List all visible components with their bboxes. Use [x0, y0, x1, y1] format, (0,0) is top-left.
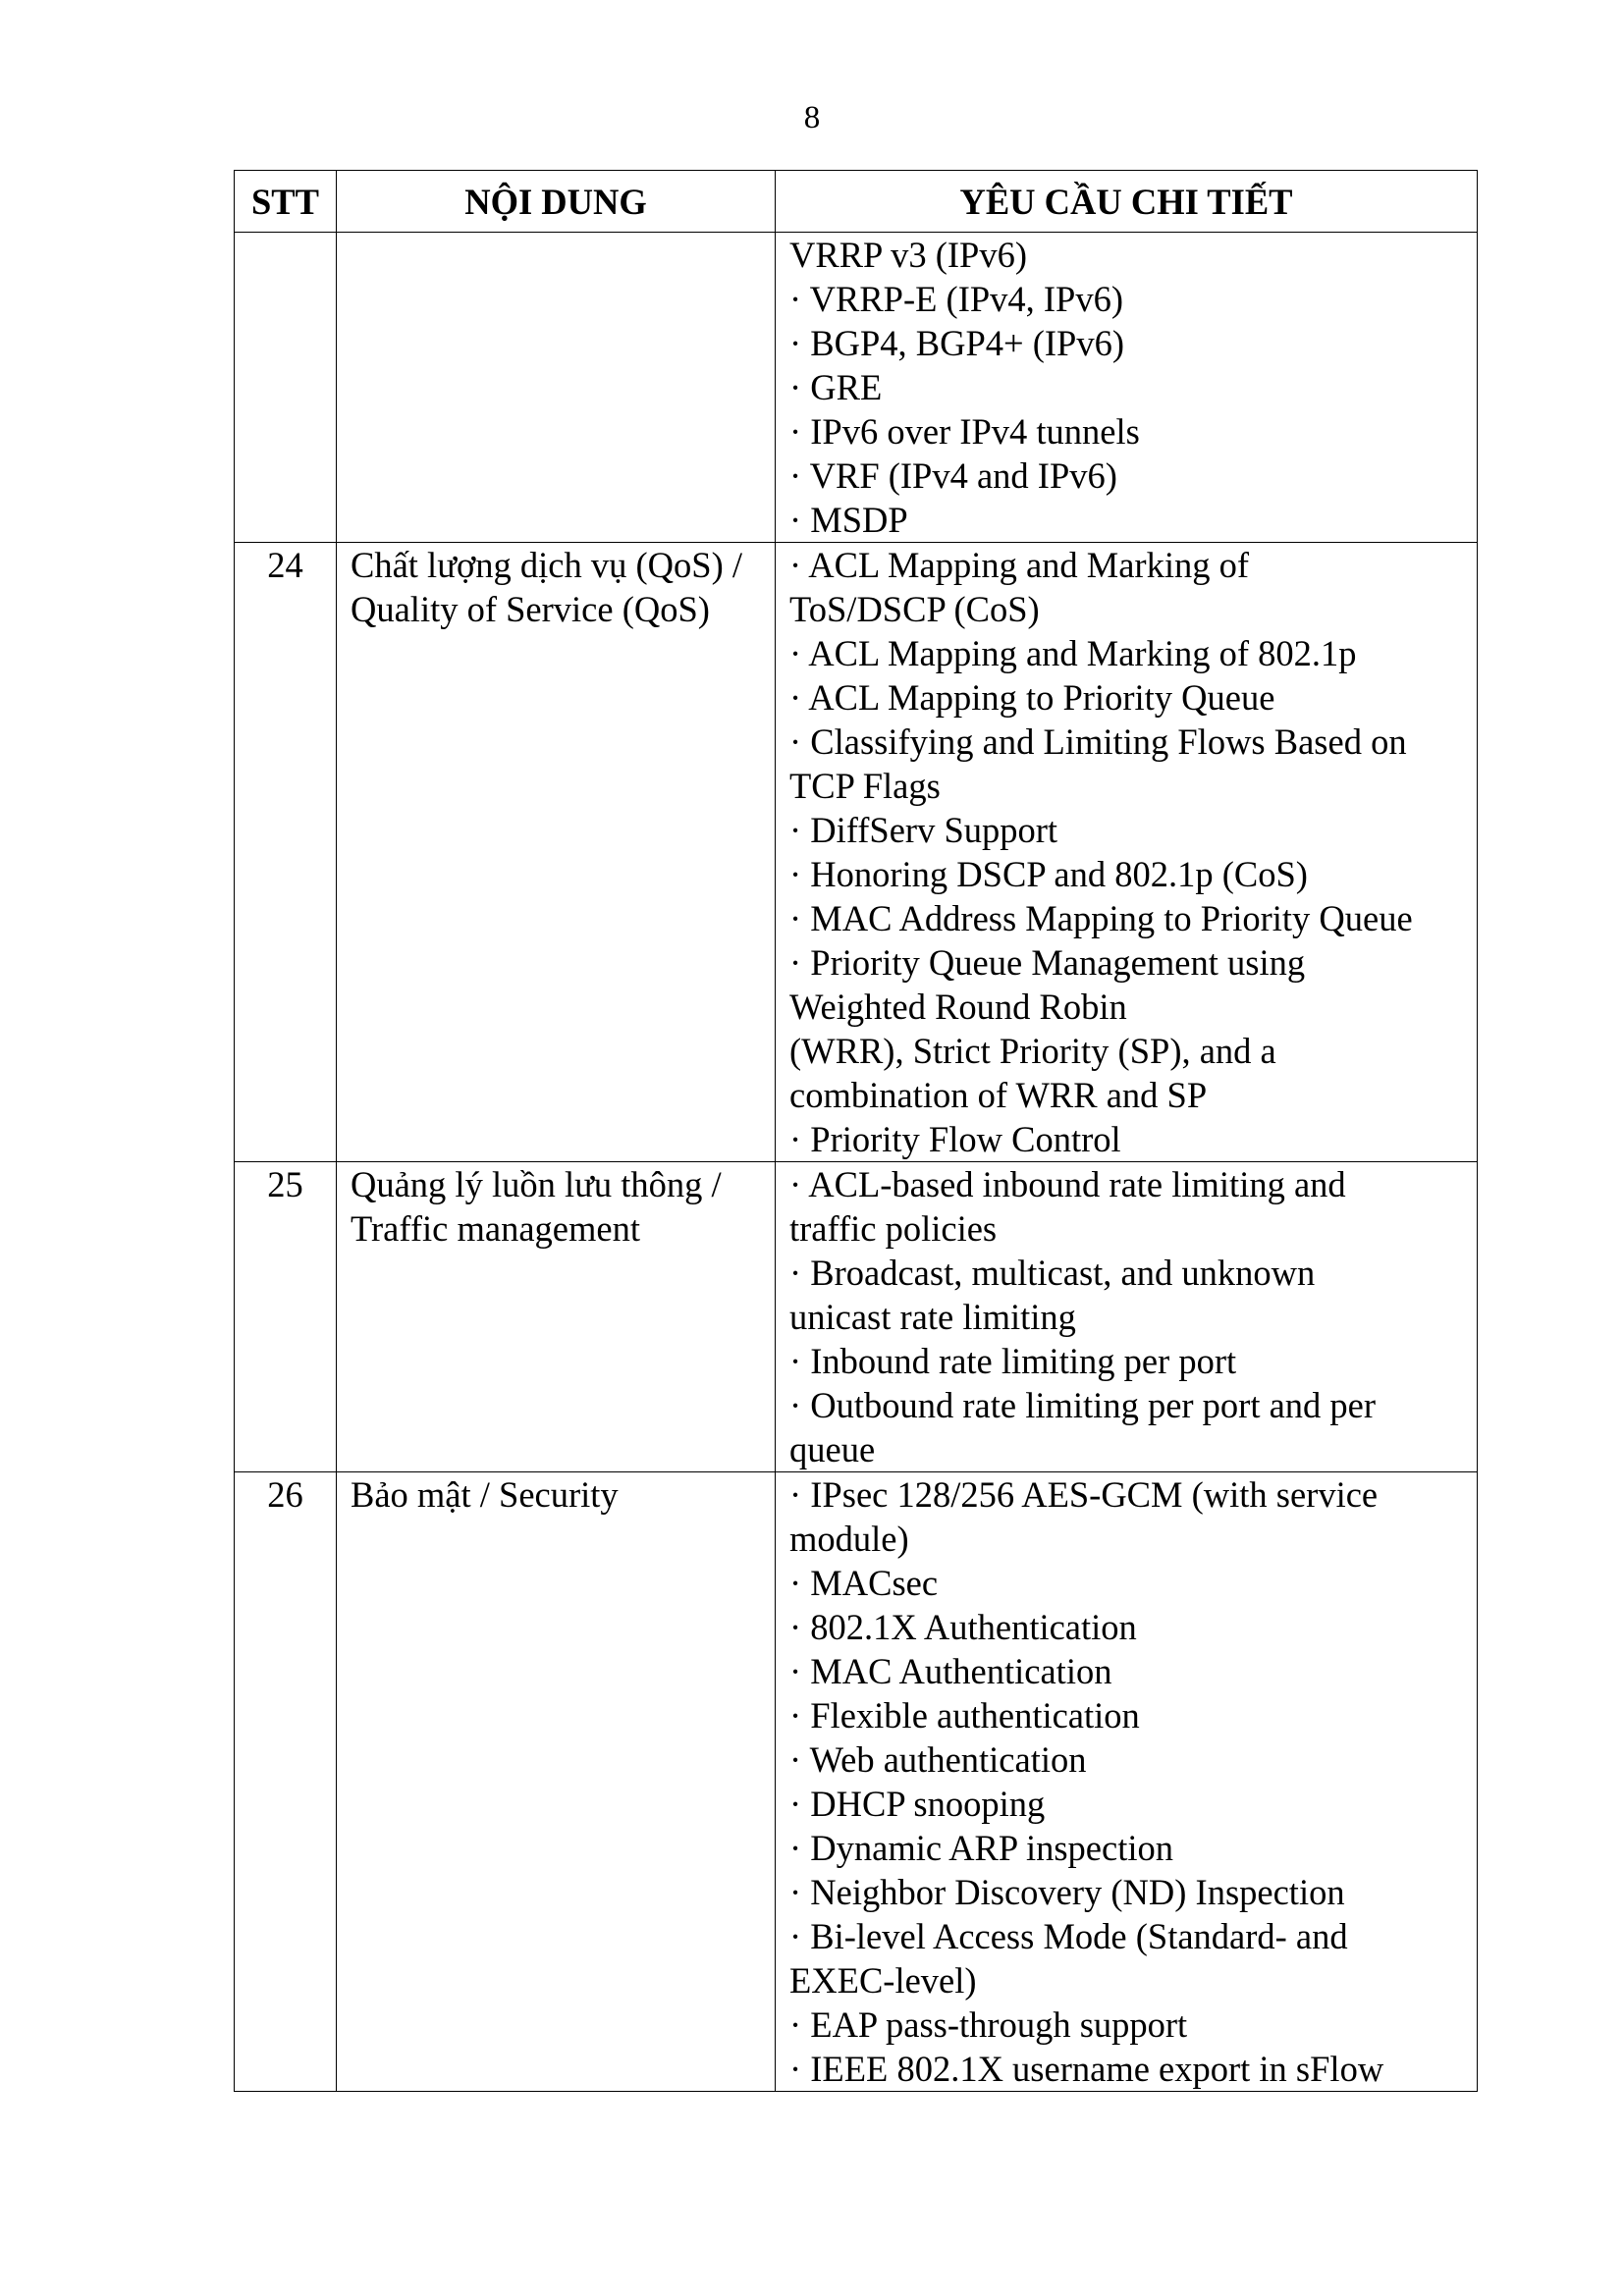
requirement-line: · Priority Queue Management using — [789, 942, 1306, 983]
requirement-line: · Broadcast, multicast, and unknown — [789, 1253, 1316, 1293]
row-stt: 26 — [235, 1472, 337, 2092]
requirement-line: · Honoring DSCP and 802.1p (CoS) — [789, 854, 1308, 894]
row-content — [337, 233, 776, 543]
requirement-line: · VRRP-E (IPv4, IPv6) — [789, 279, 1124, 319]
requirement-line: · ACL-based inbound rate limiting and — [789, 1164, 1346, 1204]
requirement-line: · Dynamic ARP inspection — [789, 1828, 1173, 1868]
requirement-line: · ACL Mapping to Priority Queue — [789, 677, 1275, 718]
requirement-line: · Web authentication — [789, 1739, 1087, 1780]
requirement-line: · IPsec 128/256 AES-GCM (with service — [789, 1474, 1379, 1515]
requirement-line: Weighted Round Robin — [789, 987, 1127, 1027]
row-requirements — [776, 543, 1478, 1162]
requirement-line: VRRP v3 (IPv6) — [789, 235, 1028, 275]
requirement-line: EXEC-level) — [789, 1960, 977, 2001]
requirement-line: module) — [789, 1519, 909, 1559]
table-row — [235, 1472, 1478, 2092]
requirement-line: · 802.1X Authentication — [789, 1607, 1137, 1647]
requirement-line: · MAC Address Mapping to Priority Queue — [789, 898, 1413, 938]
table-header-row — [235, 171, 1478, 233]
requirement-line: · IPv6 over IPv4 tunnels — [789, 411, 1140, 452]
row-stt — [235, 233, 337, 543]
requirement-line: unicast rate limiting — [789, 1297, 1076, 1337]
requirement-line: · VRF (IPv4 and IPv6) — [789, 455, 1117, 496]
requirement-line: · Outbound rate limiting per port and per — [789, 1385, 1377, 1425]
row-content: Quảng lý luồn lưu thông / Traffic management — [337, 1162, 776, 1472]
requirement-line: (WRR), Strict Priority (SP), and a — [789, 1031, 1276, 1071]
requirement-line: · Priority Flow Control — [789, 1119, 1121, 1159]
row-requirements — [776, 1472, 1478, 2092]
requirement-line: combination of WRR and SP — [789, 1075, 1208, 1115]
requirement-line: · EAP pass-through support — [789, 2004, 1188, 2045]
row-requirements — [776, 233, 1478, 543]
requirement-line: · BGP4, BGP4+ (IPv6) — [789, 323, 1125, 363]
row-requirements — [776, 1162, 1478, 1472]
header-noi-dung: NỘI DUNG — [337, 171, 776, 233]
row-stt: 25 — [235, 1162, 337, 1472]
header-stt: STT — [235, 171, 337, 233]
requirement-line: · MAC Authentication — [789, 1651, 1112, 1691]
requirement-line: · Bi-level Access Mode (Standard- and — [789, 1916, 1348, 1956]
requirement-line: queue — [789, 1429, 876, 1469]
requirement-line: · MACsec — [789, 1563, 939, 1603]
header-yeu-cau: YÊU CẦU CHI TIẾT — [776, 171, 1478, 233]
requirements-table — [234, 170, 1478, 2092]
requirement-line: · Inbound rate limiting per port — [789, 1341, 1237, 1381]
row-content: Bảo mật / Security — [337, 1472, 776, 2092]
requirement-line: · DHCP snooping — [789, 1784, 1046, 1824]
table-row — [235, 543, 1478, 1162]
row-content: Chất lượng dịch vụ (QoS) / Quality of Service (QoS) — [337, 543, 776, 1162]
requirement-line: traffic policies — [789, 1208, 998, 1249]
requirement-line: · GRE — [789, 367, 883, 407]
requirement-line: · IEEE 802.1X username export in sFlow — [789, 2049, 1384, 2089]
requirement-line: · Neighbor Discovery (ND) Inspection — [789, 1872, 1345, 1912]
requirement-line: · DiffServ Support — [789, 810, 1058, 850]
requirement-line: · Classifying and Limiting Flows Based on — [789, 721, 1407, 762]
requirement-line: TCP Flags — [789, 766, 941, 806]
requirement-line: · ACL Mapping and Marking of — [789, 545, 1250, 585]
page-number: 8 — [803, 100, 821, 135]
requirement-line: · ACL Mapping and Marking of 802.1p — [789, 633, 1357, 673]
table-row — [235, 1162, 1478, 1472]
row-stt: 24 — [235, 543, 337, 1162]
requirement-line: · MSDP — [789, 500, 908, 540]
requirement-line: · Flexible authentication — [789, 1695, 1140, 1735]
table-row — [235, 233, 1478, 543]
requirement-line: ToS/DSCP (CoS) — [789, 589, 1040, 629]
